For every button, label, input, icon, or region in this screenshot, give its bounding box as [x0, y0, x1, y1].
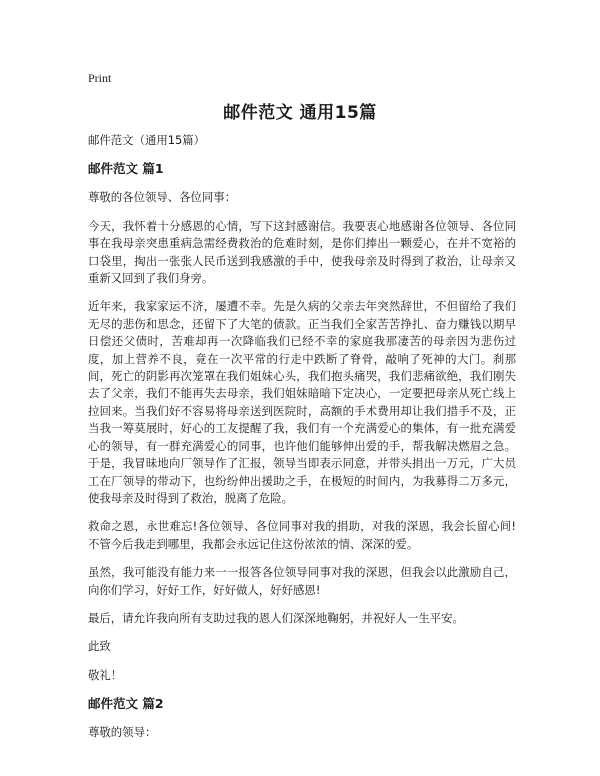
paragraph-3: 救命之恩，永世难忘!各位领导、各位同事对我的捐助，对我的深恩，我会长留心间!不管今后我走到哪里，我都会永远记住这份浓浓的情、深深的爱。: [88, 519, 516, 551]
print-link[interactable]: Print: [88, 71, 112, 85]
section-heading-1: 邮件范文 篇1: [88, 161, 164, 177]
greeting-2: 尊敬的领导：: [88, 725, 157, 740]
document-body: [88, 132, 516, 753]
document-subtitle: 邮件范文（通用15篇）: [88, 133, 206, 147]
page-title: 邮件范文 通用15篇: [223, 103, 377, 123]
paragraph-2: 近年来，我家家运不济，屡遭不幸。先是久病的父亲去年突然辞世，不但留给了我们无尽的悲伤和思念，还留下了大笔的债款。正当我们全家苦苦挣扎、奋力赚钱以期早日偿还父债时，苦难却再一次降临我们已经不幸的家庭我那凄苦的母亲因为悲伤过度，加上营养不良，竟在一次平常的行走中跌断了脊骨，敲响了死神的大门。刹那间，死亡的阴影再次笼罩在我们姐妹心头，我们抱头痛哭，我们悲痛欲绝，我们刚失去了父亲，我们不能再失去母亲，我们姐妹暗暗下定决心，一定要把母亲从死亡线上拉回来。当我们好不容易将母亲送到医院时，高额的手术费用却让我们措手不及，正当我一筹莫展时，好心的工友提醒了我，我们有一个充满爱心的集体，有一批充满爱心的领导，有一群充满爱心的同事，也许他们能够伸出爱的手，帮我解决燃眉之急。于是，我冒昧地向厂领导作了汇报，领导当即表示同意，并带头捐出一万元，广大员工在厂领导的带动下，也纷纷伸出援助之手，在极短的时间内，为我募得二万多元，使我母亲及时得到了救治，脱离了危险。: [88, 299, 516, 505]
paragraph-4: 虽然，我可能没有能力来一一报答各位领导同事对我的深恩，但我会以此激励自己，向你们学习，好好工作，好好做人，好好感恩!: [88, 565, 516, 597]
section-heading-2: 邮件范文 篇2: [88, 696, 164, 712]
greeting-1: 尊敬的各位领导、各位同事：: [88, 190, 237, 205]
closing-salutation: 此致: [88, 639, 111, 654]
paragraph-5: 最后，请允许我向所有支助过我的恩人们深深地鞠躬，并祝好人一生平安。: [88, 610, 464, 625]
paragraph-1: 今天，我怀着十分感恩的心情，写下这封感谢信。我要衷心地感谢各位领导、各位同事在我母亲突患重病急需经费救治的危难时刻，是你们捧出一颗爱心，在并不宽裕的口袋里，掏出一张张人民币送到我感激的手中，使我母亲及时得到了救治，让母亲又重新又回到了我们身旁。: [88, 218, 516, 286]
closing-regards: 敬礼！: [88, 667, 123, 682]
